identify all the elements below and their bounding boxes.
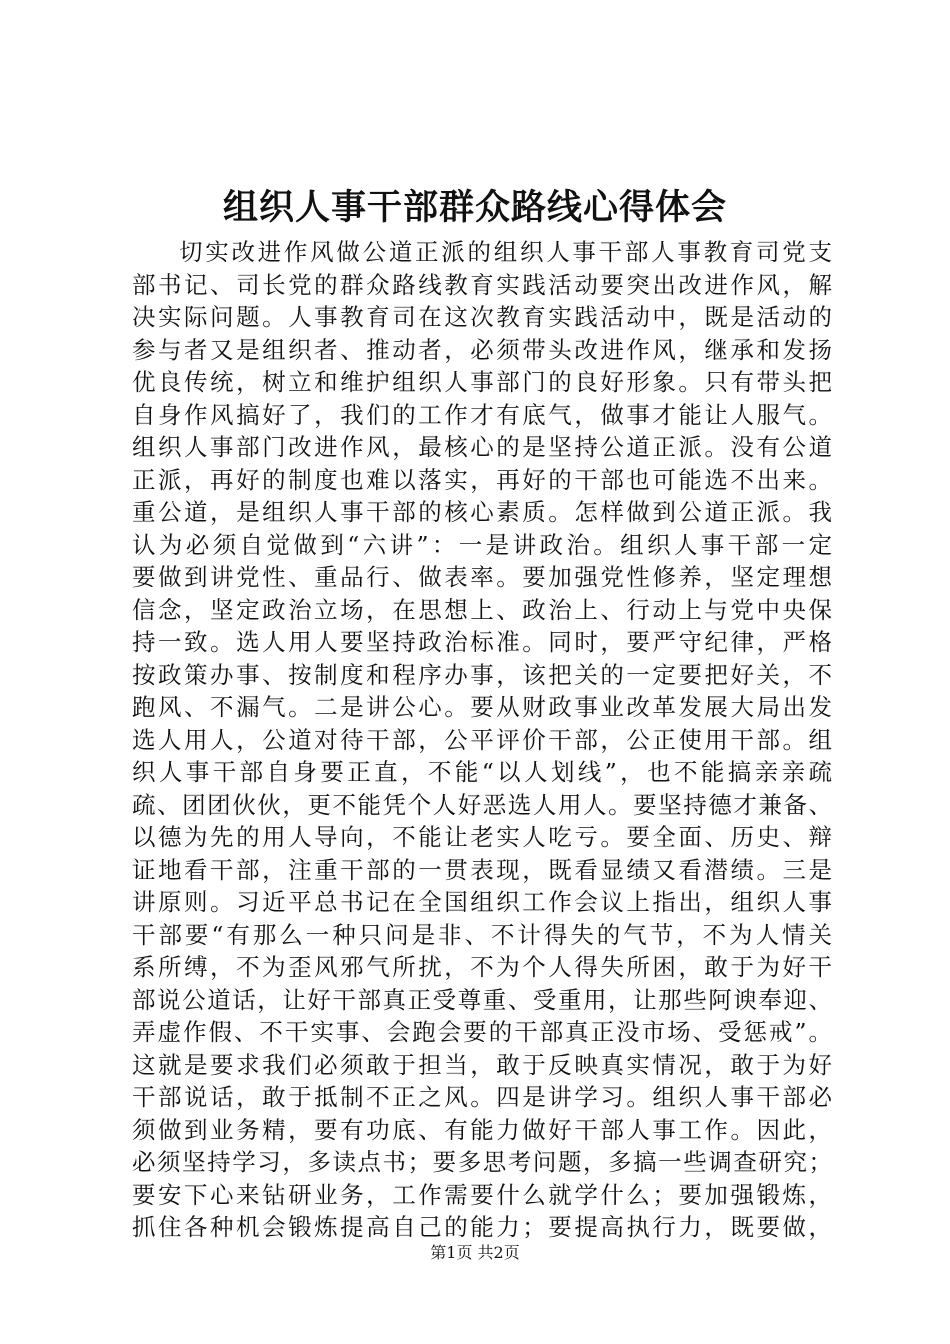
body-line: 持一致。选人用人要坚持政治标准。同时，要严守纪律，严格 bbox=[132, 628, 832, 656]
body-line: 证地看干部，注重干部的一贯表现，既看显绩又看潜绩。三是 bbox=[132, 855, 832, 884]
body-line: 干部说话，敢于抵制不正之风。四是讲学习。组织人事干部必 bbox=[132, 1083, 832, 1111]
page-footer: 第1页 共2页 bbox=[430, 1243, 520, 1262]
body-line: 跑风、不漏气。二是讲公心。要从财政事业改革发展大局出发 bbox=[132, 693, 832, 721]
body-line: 织人事干部自身要正直，不能“以人划线”，也不能搞亲亲疏 bbox=[132, 758, 832, 786]
body-line: 这就是要求我们必须敢于担当，敢于反映真实情况，敢于为好 bbox=[132, 1050, 832, 1079]
body-line: 部说公道话，让好干部真正受尊重、受重用，让那些阿谀奉迎、 bbox=[132, 985, 832, 1014]
body-line: 正派，再好的制度也难以落实，再好的干部也可能选不出来。 bbox=[132, 465, 832, 494]
body-line: 须做到业务精，要有功底、有能力做好干部人事工作。因此， bbox=[132, 1115, 832, 1144]
body-line: 弄虚作假、不干实事、会跑会要的干部真正没市场、受惩戒”。 bbox=[132, 1018, 832, 1046]
body-line: 组织人事部门改进作风，最核心的是坚持公道正派。没有公道 bbox=[132, 433, 832, 461]
document-body bbox=[132, 236, 832, 1244]
body-line: 抓住各种机会锻炼提高自己的能力；要提高执行力，既要做， bbox=[132, 1213, 832, 1241]
body-line: 认为必须自觉做到“六讲”：一是讲政治。组织人事干部一定 bbox=[132, 530, 832, 559]
body-line: 要安下心来钻研业务，工作需要什么就学什么；要加强锻炼， bbox=[132, 1180, 832, 1209]
body-line: 决实际问题。人事教育司在这次教育实践活动中，既是活动的 bbox=[132, 303, 832, 331]
body-line: 重公道，是组织人事干部的核心素质。怎样做到公道正派。我 bbox=[132, 498, 832, 526]
body-line: 必须坚持学习，多读点书；要多思考问题，多搞一些调查研究； bbox=[132, 1148, 832, 1176]
body-line: 部书记、司长党的群众路线教育实践活动要突出改进作风，解 bbox=[132, 270, 832, 299]
body-line: 以德为先的用人导向，不能让老实人吃亏。要全面、历史、辩 bbox=[132, 823, 832, 851]
body-line: 信念，坚定政治立场，在思想上、政治上、行动上与党中央保 bbox=[132, 595, 832, 624]
body-line: 优良传统，树立和维护组织人事部门的良好形象。只有带头把 bbox=[132, 368, 832, 396]
document-title: 组织人事干部群众路线心得体会 bbox=[222, 187, 727, 228]
body-line: 干部要“有那么一种只问是非、不计得失的气节，不为人情关 bbox=[132, 920, 832, 949]
body-line: 要做到讲党性、重品行、做表率。要加强党性修养，坚定理想 bbox=[132, 563, 832, 591]
body-line: 切实改进作风做公道正派的组织人事干部人事教育司党支 bbox=[179, 238, 832, 266]
body-line: 系所缚，不为歪风邪气所扰，不为个人得失所困，敢于为好干 bbox=[132, 953, 832, 981]
body-line: 选人用人，公道对待干部，公平评价干部，公正使用干部。组 bbox=[132, 725, 832, 754]
body-line: 讲原则。习近平总书记在全国组织工作会议上指出，组织人事 bbox=[132, 888, 832, 916]
body-line: 疏、团团伙伙，更不能凭个人好恶选人用人。要坚持德才兼备、 bbox=[132, 790, 832, 819]
body-line: 自身作风搞好了，我们的工作才有底气，做事才能让人服气。 bbox=[132, 400, 832, 429]
body-line: 参与者又是组织者、推动者，必须带头改进作风，继承和发扬 bbox=[132, 335, 832, 364]
body-line: 按政策办事、按制度和程序办事，该把关的一定要把好关，不 bbox=[132, 660, 832, 689]
